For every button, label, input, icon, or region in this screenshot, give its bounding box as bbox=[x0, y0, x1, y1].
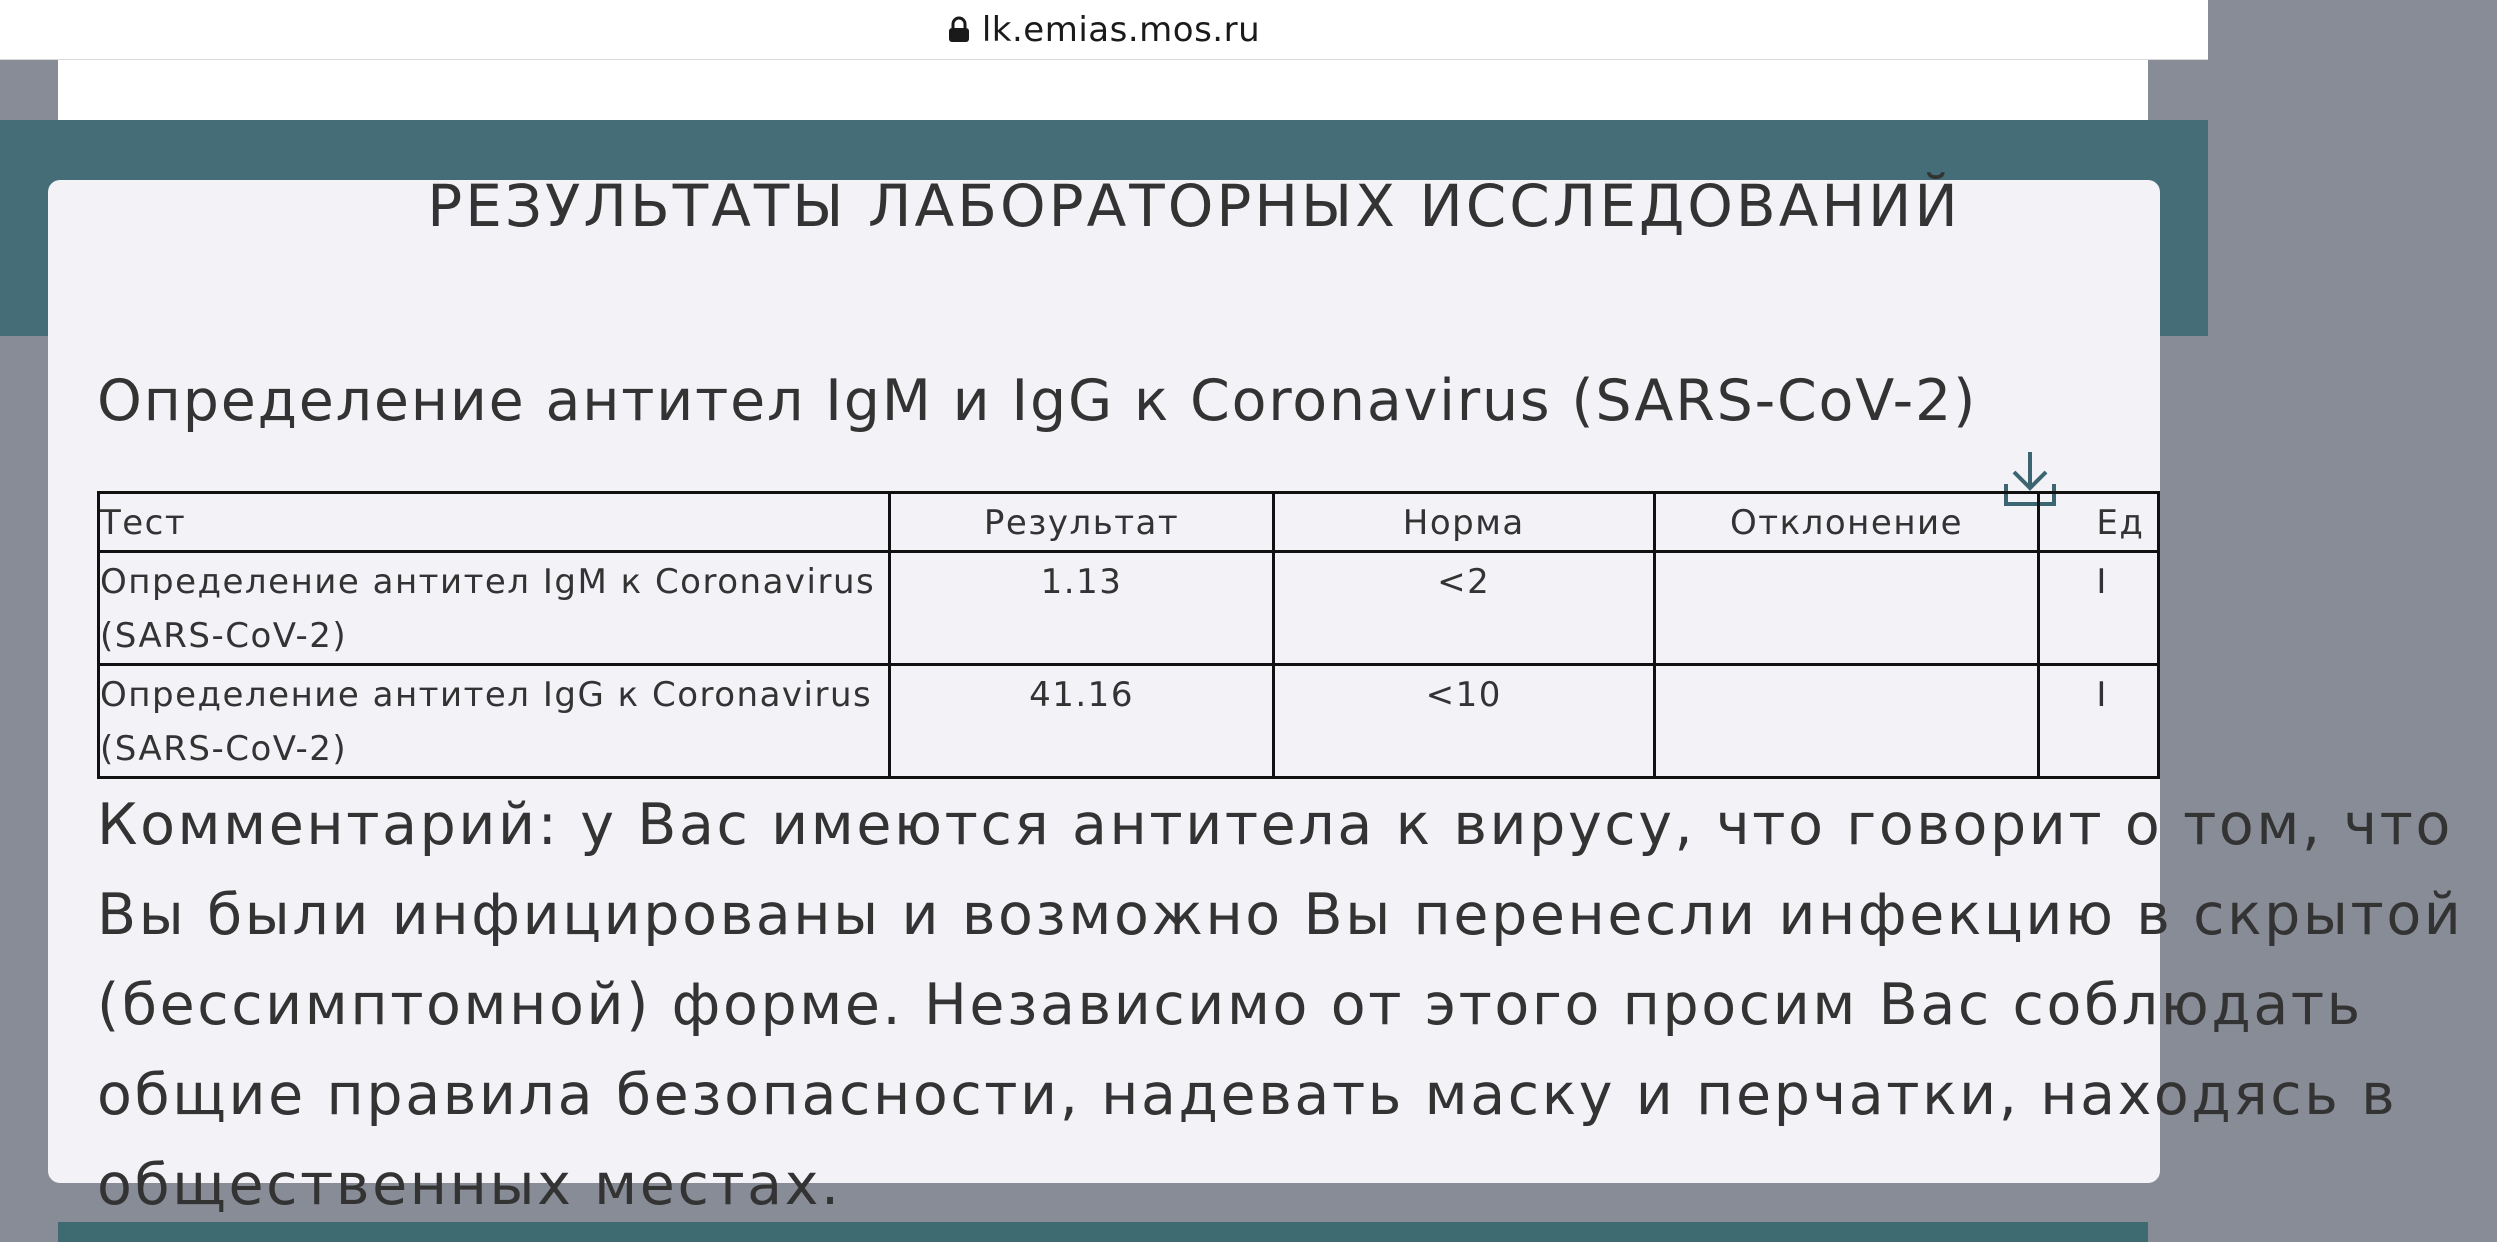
results-table bbox=[97, 491, 2160, 779]
header-result: Результат bbox=[890, 493, 1273, 552]
cell-deviation bbox=[1654, 665, 2039, 778]
result-comment: Комментарий: у Вас имеются антитела к вирусу, что говорит о том, что Вы были инфицированы и возможно Вы перенесли инфекцию в скрытой (бессимптомной) форме. Независимо от этого просим Вас соблюдать общие правила безопасности, надевать маску и перчатки, находясь в общественных местах. bbox=[97, 792, 2464, 1218]
cell-unit: I bbox=[2039, 552, 2159, 665]
cell-deviation bbox=[1654, 552, 2039, 665]
header-norm: Норма bbox=[1273, 493, 1654, 552]
table-header-row bbox=[99, 493, 2159, 552]
table-row bbox=[99, 665, 2159, 778]
cell-norm: <2 bbox=[1273, 552, 1654, 665]
lab-results-modal bbox=[48, 172, 2464, 1218]
browser-url[interactable]: lk.emias.mos.ru bbox=[981, 9, 1261, 50]
test-title: Определение антител IgM и IgG к Coronavirus (SARS-CoV-2) bbox=[97, 368, 1978, 434]
table-row bbox=[99, 552, 2159, 665]
header-deviation: Отклонение bbox=[1654, 493, 2039, 552]
cell-test: Определение антител IgG к Coronavirus (SARS-CoV-2) bbox=[99, 665, 890, 778]
cell-norm: <10 bbox=[1273, 665, 1654, 778]
lock-icon bbox=[948, 17, 970, 43]
header-unit: Ед bbox=[2039, 493, 2159, 552]
cell-result: 1.13 bbox=[890, 552, 1273, 665]
cell-result: 41.16 bbox=[890, 665, 1273, 778]
browser-url-bar[interactable] bbox=[0, 0, 2208, 60]
cell-test: Определение антител IgM к Coronavirus (SARS-CoV-2) bbox=[99, 552, 890, 665]
page-top-strip bbox=[58, 60, 2148, 122]
modal-title: РЕЗУЛЬТАТЫ ЛАБОРАТОРНЫХ ИССЛЕДОВАНИЙ bbox=[427, 172, 1961, 240]
cell-unit: I bbox=[2039, 665, 2159, 778]
header-test: Тест bbox=[99, 493, 890, 552]
